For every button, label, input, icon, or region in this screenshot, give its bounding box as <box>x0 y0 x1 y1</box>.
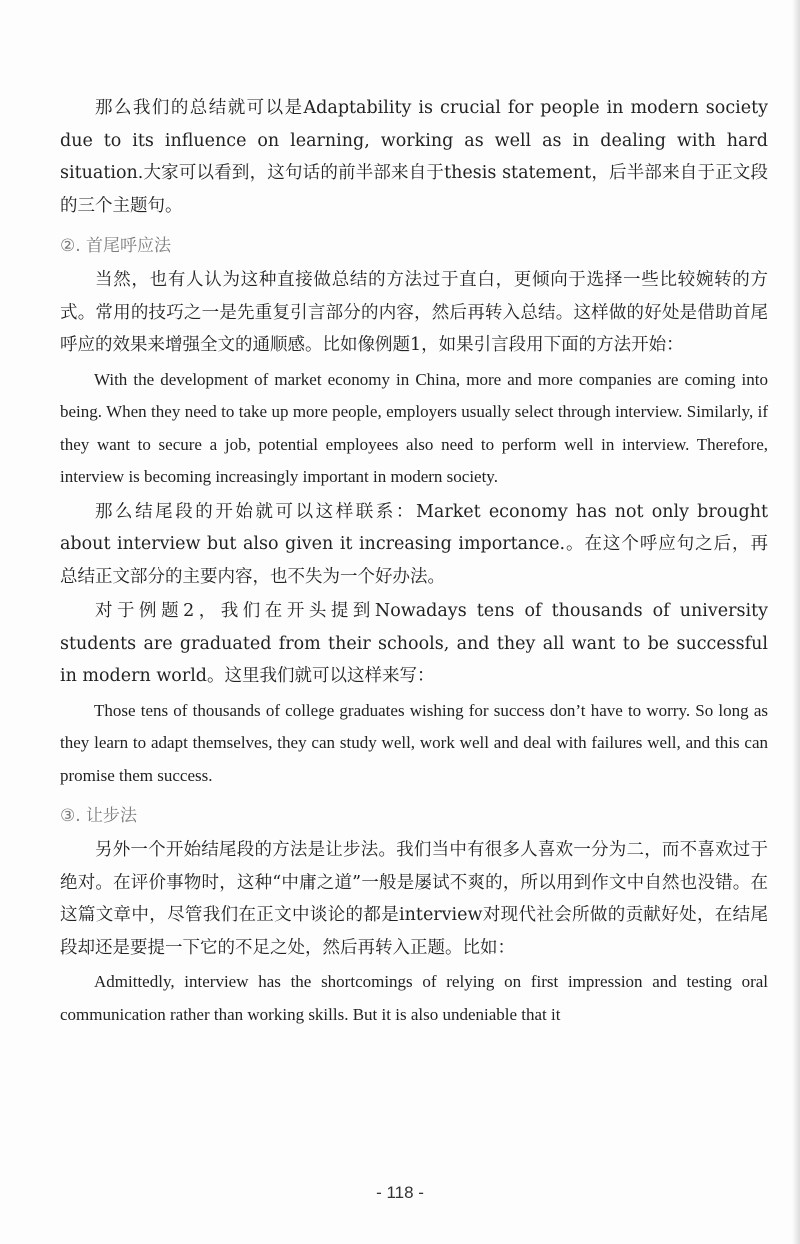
paragraph-concession-english: Admittedly, interview has the shortcomings of relying on first impression and testing oral communication rather than working skills. But it is also undeniable that it <box>60 972 768 1024</box>
paragraph-echo-sentence: 那么结尾段的开始就可以这样联系：Market economy has not only brought about interview but also given it increasing importance.。在这个呼应句之后，再总结正文部分的主要内容，也不失为一个好办法。 <box>60 501 768 587</box>
paragraph-summary-example: 那么我们的总结就可以是Adaptability is crucial for people in modern society due to its influence on learning, working as well as in dealing with hard situation.大家可以看到，这句话的前半部来自于thesis statement，后半部来自于正文段的三个主题句。 <box>60 98 768 216</box>
paragraph-example-2-english: Those tens of thousands of college graduates wishing for success don’t have to worry. So long as they learn to adapt themselves, they can study well, work well and deal with failures well, and this can promise them success. <box>60 700 768 785</box>
page-number: - 118 - <box>376 1183 424 1202</box>
paragraph-echo-intro: 当然，也有人认为这种直接做总结的方法过于直白，更倾向于选择一些比较婉转的方式。常用的技巧之一是先重复引言部分的内容，然后再转入总结。这样做的好处是借助首尾呼应的效果来增强全文的通顺感。比如像例题1，如果引言段用下面的方法开始： <box>60 270 768 355</box>
paragraph-example-2: 对于例题2，我们在开头提到Nowadays tens of thousands of university students are graduated from their schools, and they all want to be successful in modern world。这里我们就可以这样来写： <box>60 601 768 686</box>
page-body <box>60 92 768 1033</box>
paragraph-example-intro-english: With the development of market economy in China, more and more companies are coming into being. When they need to take up more people, employers usually select through interview. Similarly, if they want to secure a job, potential employees also need to perform well in interview. Therefore, interview is becoming increasingly important in modern society. <box>60 369 768 486</box>
page-edge-shade <box>792 0 800 1244</box>
paragraph-concession-intro: 另外一个开始结尾段的方法是让步法。我们当中有很多人喜欢一分为二，而不喜欢过于绝对。在评价事物时，这种“中庸之道”一般是屡试不爽的，所以用到作文中自然也没错。在这篇文章中，尽管我们在正文中谈论的都是interview对现代社会所做的贡献好处，在结尾段却还是要提一下它的不足之处，然后再转入正题。比如： <box>60 840 768 958</box>
section-heading-echo-method: ②. 首尾呼应法 <box>60 236 172 256</box>
section-heading-concession-method: ③. 让步法 <box>60 806 138 826</box>
